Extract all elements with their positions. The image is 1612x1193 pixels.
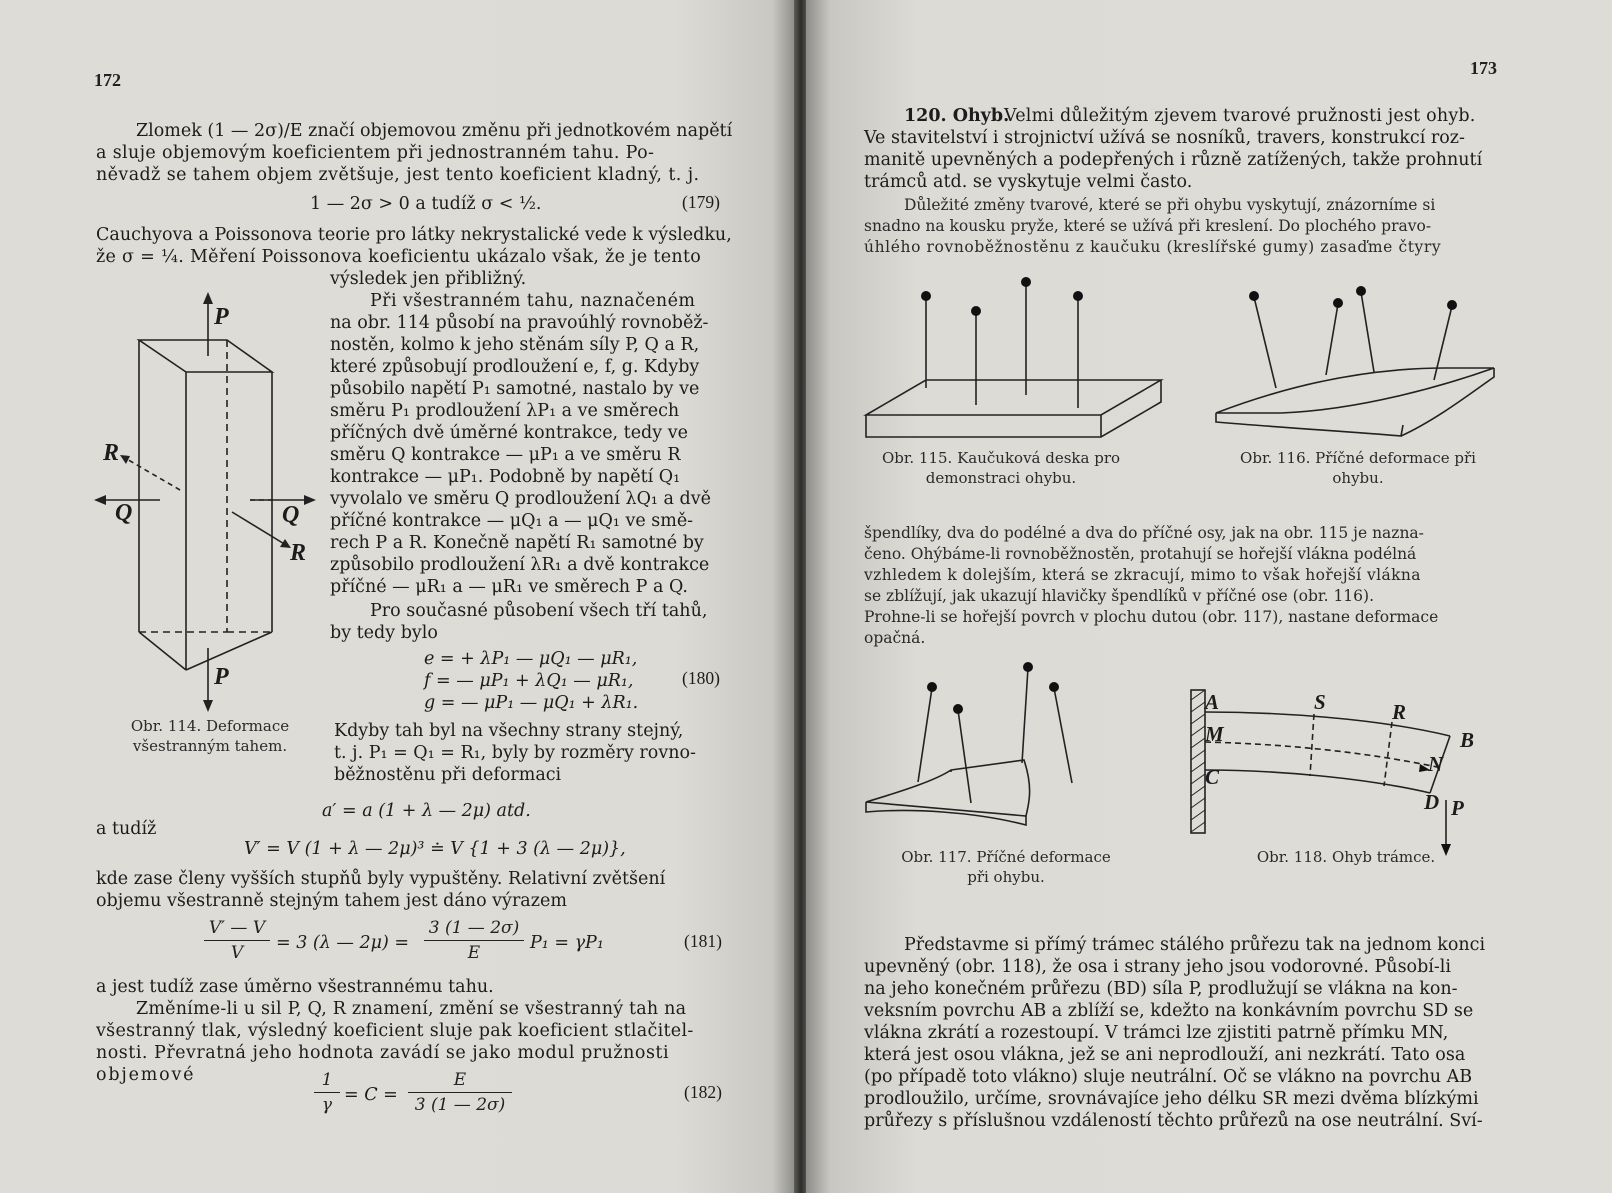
text-line: prodloužilo, určíme, srovnávajíce jeho délku SR mezi dvěma blízkými [864, 1089, 1479, 1109]
text-line: způsobilo prodloužení λR₁ a dvě kontrakce [330, 555, 710, 575]
numerator: E [453, 1070, 467, 1090]
pin-head [1023, 662, 1033, 672]
equation-number: (180) [682, 668, 720, 688]
caption-line: Obr. 117. Příčné deformace [901, 848, 1111, 866]
equation-part: P₁ = γP₁ [530, 933, 604, 953]
text-line: úhlého rovnoběžnostěnu z kaučuku (kreslířské gumy) zasaďme čtyry [864, 238, 1442, 256]
figure-caption [105, 716, 315, 756]
label-A: A [1205, 690, 1220, 714]
text-line: Prohne-li se hořejší povrch v plochu dutou (obr. 117), nastane deformace [864, 608, 1439, 626]
text-line: běžnostěnu při deformaci [334, 765, 562, 785]
page-number: 173 [1470, 58, 1497, 78]
equation: a′ = a (1 + λ — 2μ) atd. [322, 801, 531, 821]
text-line: že σ = ¼. Měření Poissonova koeficientu ukázalo však, že je tento [96, 247, 702, 267]
label-R: R [1392, 700, 1407, 724]
text-line: Zlomek (1 — 2σ)/E značí objemovou změnu při jednotkovém napětí [136, 121, 733, 141]
equation-line: g = — μP₁ — μQ₁ + λR₁. [424, 693, 639, 713]
text-line: vyvolalo ve směru Q prodloužení λQ₁ a dvě [330, 489, 711, 509]
text-line: Cauchyova a Poissonova teorie pro látky nekrystalické vede k výsledku, [96, 225, 732, 245]
label-R: R [103, 440, 120, 466]
text-line: snadno na kousku pryže, které se užívá při kreslení. Do plochého pravo- [864, 217, 1432, 235]
caption-line: při ohybu. [967, 868, 1045, 886]
text-line: trámců atd. se vyskytuje velmi často. [864, 172, 1193, 192]
text-line: a jest tudíž zase úměrno všestrannému tahu. [96, 977, 494, 997]
text-line: Změníme-li u sil P, Q, R znamení, změní se všestranný tah na [136, 999, 687, 1019]
figure-caption [1206, 847, 1486, 867]
label-P: P [214, 304, 229, 330]
text-line: působilo napětí P₁ samotné, nastalo by ve [330, 379, 700, 399]
equation-number: (182) [684, 1082, 722, 1102]
equation-part: = C = [344, 1085, 398, 1105]
right-page [806, 0, 1612, 1193]
text-line: Při všestranném tahu, naznačeném [370, 291, 696, 311]
text-line: na jeho konečném průřezu (BD) síla P, prodlužují se vlákna na kon- [864, 979, 1458, 999]
text-line: rech P a R. Konečně napětí R₁ samotné by [330, 533, 704, 553]
figure-caption [876, 847, 1136, 887]
equation-number: (181) [684, 931, 722, 951]
text-line: výsledek jen přibližný. [330, 269, 527, 289]
pin-head [927, 682, 937, 692]
text-line: Velmi důležitým zjevem tvarové pružnosti jest ohyb. [1004, 106, 1476, 126]
pin-head [1447, 300, 1457, 310]
pin-head [1249, 291, 1259, 301]
label-C: C [1205, 765, 1220, 789]
text-line: čeno. Ohýbáme-li rovnoběžnostěn, protahují se hořejší vlákna podélná [864, 545, 1417, 563]
text-line: příčných dvě úměrné kontrakce, tedy ve [330, 423, 688, 443]
text-line: všestranný tlak, výsledný koeficient sluje pak koeficient stlačitel- [96, 1021, 694, 1041]
denominator: 3 (1 — 2σ) [414, 1095, 506, 1115]
denominator: E [467, 943, 481, 963]
text-line: opačná. [864, 629, 926, 647]
text-line: kde zase členy vyšších stupňů byly vypuštěny. Relativní zvětšení [96, 869, 666, 889]
page-number: 172 [94, 70, 121, 90]
label-S: S [1314, 690, 1326, 714]
text-line: špendlíky, dva do podélné a dva do příčné osy, jak na obr. 115 je nazna- [864, 524, 1424, 542]
text-line: směru Q kontrakce — μP₁ a ve směru R [330, 445, 681, 465]
text-line: vlákna zkrátí a rozestoupí. V trámci lze zjistiti patrně přímku MN, [864, 1023, 1449, 1043]
caption-line: demonstraci ohybu. [925, 469, 1077, 487]
numerator: 1 [321, 1070, 333, 1090]
text-line: by tedy bylo [330, 623, 438, 643]
figure-caption [856, 448, 1146, 488]
fraction [408, 1070, 512, 1115]
numerator: V′ — V [208, 918, 266, 938]
equation-line: f = — μP₁ + λQ₁ — μR₁, [424, 671, 634, 691]
text-line: Důležité změny tvarové, které se při ohybu vyskytují, znázorníme si [904, 196, 1436, 214]
text-line: na obr. 114 působí na pravoúhlý rovnoběž- [330, 313, 709, 333]
equation-line: e = + λP₁ — μQ₁ — μR₁, [424, 649, 638, 669]
figure-caption [1210, 448, 1506, 488]
text-line: t. j. P₁ = Q₁ = R₁, byly by rozměry rovno- [334, 743, 696, 763]
text-line: vzhledem k dolejším, která se zkracují, mimo to však hořejší vlákna [864, 566, 1421, 584]
label-Q: Q [282, 502, 300, 528]
caption-line: Obr. 118. Ohyb trámce. [1256, 848, 1436, 866]
caption-line: všestranným tahem. [132, 737, 288, 755]
pin-head [1356, 286, 1366, 296]
numerator: 3 (1 — 2σ) [428, 918, 520, 938]
caption-line: Obr. 115. Kaučuková deska pro [881, 449, 1121, 467]
label-M: M [1205, 722, 1224, 746]
text-line: a sluje objemovým koeficientem při jednostranném tahu. Po- [96, 143, 655, 163]
text-line: a tudíž [96, 819, 157, 839]
text-line: Představme si přímý trámec stálého průřezu tak na jednom konci [904, 935, 1486, 955]
text-line: které způsobují prodloužení e, f, g. Kdyby [330, 357, 700, 377]
label-P: P [1451, 796, 1464, 820]
pin-head [1073, 291, 1083, 301]
denominator: V [230, 943, 244, 963]
pin-head [1021, 277, 1031, 287]
fraction [204, 918, 270, 963]
text-line: která jest osou vlákna, jež se ani neprodlouží, ani nezkrátí. Tato osa [864, 1045, 1466, 1065]
text-line: nostěn, kolmo k jeho stěnám síly P, Q a R, [330, 335, 700, 355]
pin-head [953, 704, 963, 714]
text-line: (po případě toto vlákno) sluje neutrální. Oč se vlákno na povrchu AB [864, 1067, 1473, 1087]
text-line: Pro současné působení všech tří tahů, [370, 601, 708, 621]
text-line: směru P₁ prodloužení λP₁ a ve směrech [330, 401, 680, 421]
equation-number: (179) [682, 192, 720, 212]
caption-line: ohybu. [1332, 469, 1384, 487]
caption-line: Obr. 116. Příčné deformace při [1240, 449, 1476, 467]
text-line: nosti. Převratná jeho hodnota zavádí se jako modul pružnosti [96, 1043, 670, 1063]
pin-head [921, 291, 931, 301]
text-line: manitě upevněných a podepřených i různě zatížených, takže prohnutí [864, 150, 1483, 170]
equation: V′ = V (1 + λ — 2μ)³ ≐ V {1 + 3 (λ — 2μ)}, [244, 839, 626, 859]
left-page [0, 0, 796, 1193]
label-P: P [214, 664, 229, 690]
text-line: příčné — μR₁ a — μR₁ ve směrech P a Q. [330, 577, 688, 597]
text-line: Kdyby tah byl na všechny strany stejný, [334, 721, 684, 741]
label-N: N [1428, 752, 1444, 776]
fraction [314, 1070, 340, 1115]
text-line: Ve stavitelství i strojnictví užívá se nosníků, travers, konstrukcí roz- [864, 128, 1465, 148]
text-line: objemu všestranně stejným tahem jest dáno výrazem [96, 891, 567, 911]
pin-head [1049, 682, 1059, 692]
text-line: příčné kontrakce — μQ₁ a — μQ₁ ve smě- [330, 511, 694, 531]
text-line: něvadž se tahem objem zvětšuje, jest tento koeficient kladný, t. j. [96, 165, 700, 185]
denominator: γ [321, 1095, 333, 1115]
text-line: objemové [96, 1065, 196, 1085]
text-line: se zblížují, jak ukazují hlavičky špendlíků v příčné ose (obr. 116). [864, 587, 1375, 605]
text-line: kontrakce — μP₁. Podobně by napětí Q₁ [330, 467, 681, 487]
pin-head [971, 306, 981, 316]
label-D: D [1424, 790, 1440, 814]
text-line: veksním povrchu AB a zblíží se, kdežto na konkávním povrchu SD se [864, 1001, 1474, 1021]
text-line: průřezy s příslušnou vzdáleností těchto průřezů na ose neutrální. Sví- [864, 1111, 1483, 1131]
label-B: B [1460, 728, 1475, 752]
text-line: upevněný (obr. 118), že osa i strany jeho jsou vodorovné. Působí-li [864, 957, 1451, 977]
label-Q: Q [115, 500, 133, 526]
section-title: 120. Ohyb. [904, 106, 1010, 126]
label-R: R [290, 540, 307, 566]
equation-179: 1 — 2σ > 0 a tudíž σ < ½. [310, 194, 542, 214]
pin-head [1333, 298, 1343, 308]
equation-part: = 3 (λ — 2μ) = [276, 933, 410, 953]
caption-line: Obr. 114. Deformace [130, 717, 290, 735]
fraction [424, 918, 524, 963]
